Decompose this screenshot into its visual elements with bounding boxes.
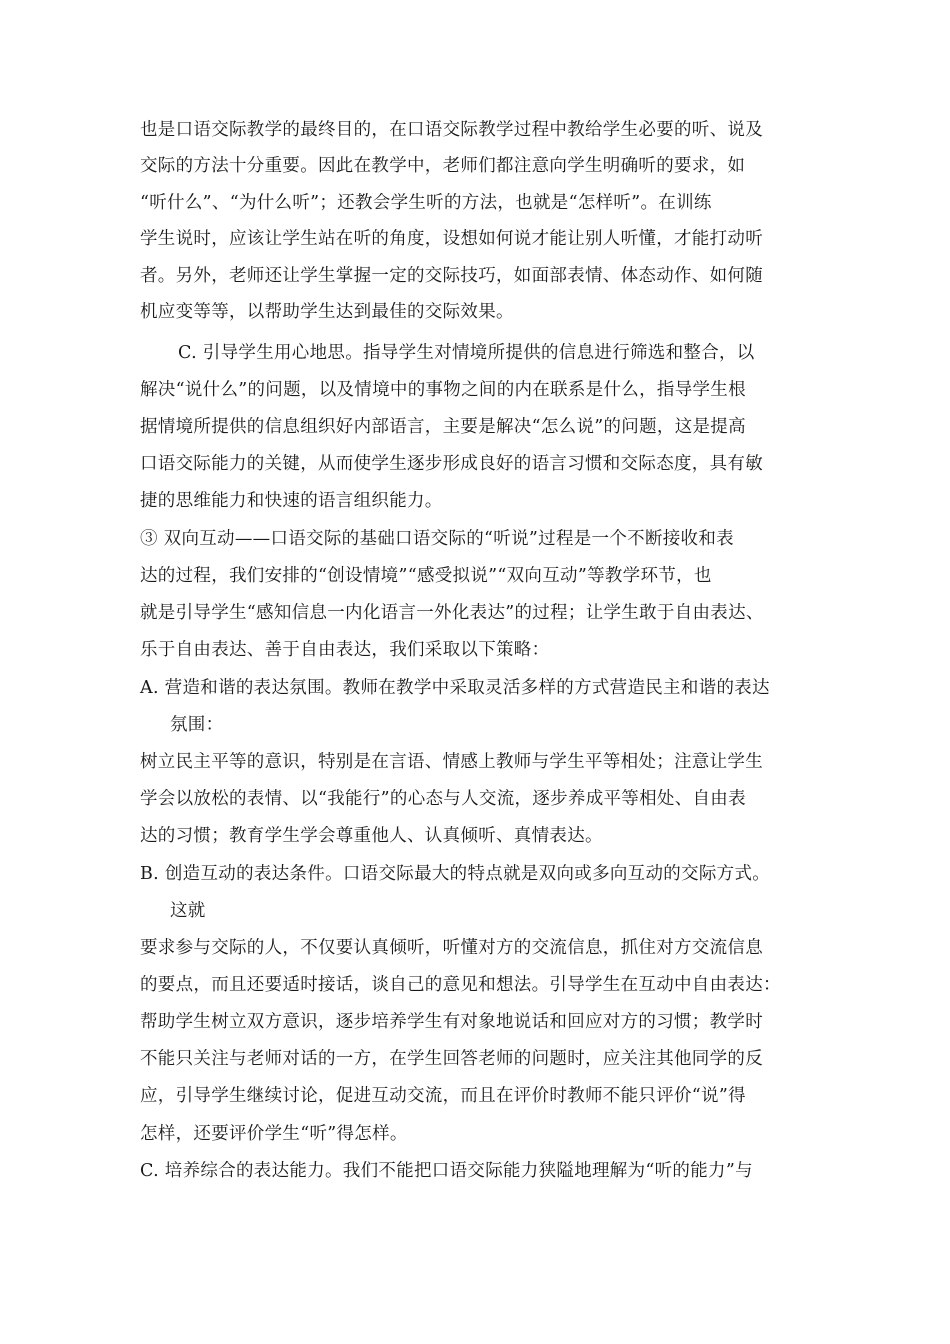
text-line-18: 树立民主平等的意识，特别是在言语、情感上教师与学生平等相处；注意让学生 bbox=[140, 752, 763, 772]
text-line-28: 怎样，还要评价学生“听”得怎样。 bbox=[140, 1124, 408, 1144]
text-line-5: 者。另外，老师还让学生掌握一定的交际技巧，如面部表情、体态动作、如何随 bbox=[140, 266, 763, 286]
text-line-17: 氛围： bbox=[170, 715, 224, 735]
text-line-13: 达的过程，我们安排的“创设情境”“感受拟说”“双向互动”等教学环节，也 bbox=[140, 566, 712, 586]
text-line-23: 要求参与交际的人，不仅要认真倾听，听懂对方的交流信息，抓住对方交流信息 bbox=[140, 938, 763, 958]
text-line-21: B. 创造互动的表达条件。口语交际最大的特点就是双向或多向互动的交际方式。 bbox=[140, 864, 771, 884]
text-line-24: 的要点，而且还要适时接话，谈自己的意见和想法。引导学生在互动中自由表达： bbox=[140, 975, 781, 995]
text-line-3: “听什么”、“为什么听”；还教会学生听的方法，也就是“怎样听”。在训练 bbox=[140, 193, 712, 213]
text-line-15: 乐于自由表达、善于自由表达，我们采取以下策略： bbox=[140, 640, 550, 660]
text-line-19: 学会以放松的表情、以“我能行”的心态与人交流，逐步养成平等相处、自由表 bbox=[140, 789, 746, 809]
text-line-10: 口语交际能力的关键，从而使学生逐步形成良好的语言习惯和交际态度，具有敏 bbox=[140, 454, 763, 474]
text-line-16: A. 营造和谐的表达氛围。教师在教学中采取灵活多样的方式营造民主和谐的表达 bbox=[140, 678, 770, 698]
text-line-12: ③ 双向互动——口语交际的基础口语交际的“听说”过程是一个不断接收和表 bbox=[140, 529, 734, 549]
text-line-20: 达的习惯；教育学生学会尊重他人、认真倾听、真情表达。 bbox=[140, 826, 603, 846]
text-line-1: 也是口语交际教学的最终目的，在口语交际教学过程中教给学生必要的听、说及 bbox=[140, 120, 763, 140]
text-line-27: 应，引导学生继续讨论，促进互动交流，而且在评价时教师不能只评价“说”得 bbox=[140, 1086, 746, 1106]
text-line-9: 据情境所提供的信息组织好内部语言，主要是解决“怎么说”的问题，这是提高 bbox=[140, 417, 746, 437]
text-line-26: 不能只关注与老师对话的一方，在学生回答老师的问题时，应关注其他同学的反 bbox=[140, 1049, 763, 1069]
text-line-22: 这就 bbox=[170, 901, 206, 921]
text-line-14: 就是引导学生“感知信息一内化语言一外化表达”的过程；让学生敢于自由表达、 bbox=[140, 603, 764, 623]
text-line-25: 帮助学生树立双方意识，逐步培养学生有对象地说话和回应对方的习惯；教学时 bbox=[140, 1012, 763, 1032]
text-line-29: C. 培养综合的表达能力。我们不能把口语交际能力狭隘地理解为“听的能力”与 bbox=[140, 1161, 753, 1181]
text-line-6: 机应变等等，以帮助学生达到最佳的交际效果。 bbox=[140, 302, 514, 322]
text-line-11: 捷的思维能力和快速的语言组织能力。 bbox=[140, 491, 443, 511]
text-line-2: 交际的方法十分重要。因此在教学中，老师们都注意向学生明确听的要求，如 bbox=[140, 156, 746, 176]
text-line-7: C. 引导学生用心地思。指导学生对情境所提供的信息进行筛选和整合，以 bbox=[178, 343, 755, 363]
text-line-8: 解决“说什么”的问题，以及情境中的事物之间的内在联系是什么，指导学生根 bbox=[140, 380, 746, 400]
text-line-4: 学生说时，应该让学生站在听的角度，设想如何说才能让别人听懂，才能打动听 bbox=[140, 229, 763, 249]
